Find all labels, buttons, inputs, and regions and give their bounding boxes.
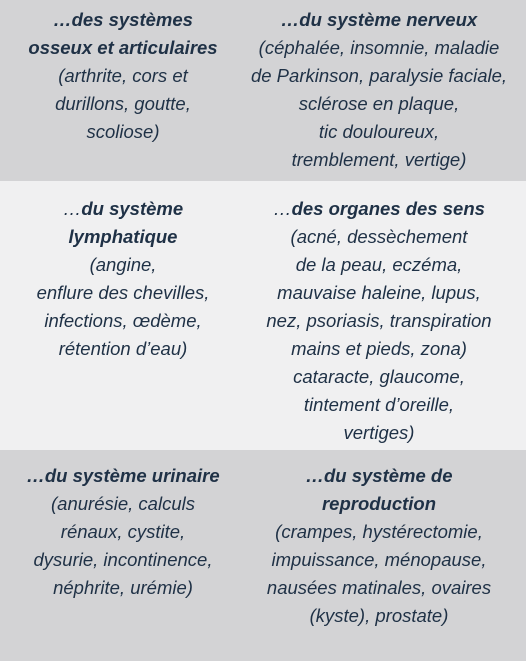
cell-nervous-system bbox=[236, 0, 526, 181]
cell-title-line: reproduction bbox=[321, 493, 437, 514]
cell-desc-line: impuissance, ménopause, bbox=[271, 549, 487, 570]
cell-title-line: …du système nerveux bbox=[280, 9, 478, 30]
cell-desc-line: nez, psoriasis, transpiration bbox=[266, 310, 492, 331]
table-row bbox=[0, 450, 526, 661]
cell-desc-line: durillons, goutte, bbox=[55, 93, 191, 114]
cell-skeletal-articular bbox=[0, 0, 236, 181]
cell-desc-line: (acné, dessèchement bbox=[290, 226, 468, 247]
cell-desc-line: (kyste), prostate) bbox=[309, 605, 449, 626]
table-row bbox=[0, 181, 526, 450]
cell-desc-line: scoliose) bbox=[86, 121, 160, 142]
cell-desc-line: de Parkinson, paralysie faciale, bbox=[250, 65, 508, 86]
title-ellipsis: … bbox=[273, 198, 292, 219]
cell-desc-line: sclérose en plaque, bbox=[298, 93, 460, 114]
cell-desc-line: nausées matinales, ovaires bbox=[266, 577, 492, 598]
cell-title-line: …du système de bbox=[305, 465, 453, 486]
cell-desc-line: infections, œdème, bbox=[44, 310, 202, 331]
cell-sense-organs bbox=[236, 181, 526, 450]
cell-urinary-system bbox=[0, 450, 236, 661]
cell-desc-line: rénaux, cystite, bbox=[60, 521, 186, 542]
table-row bbox=[0, 0, 526, 181]
cell-title-line: …des systèmes bbox=[53, 9, 193, 30]
cell-title-line: …du système urinaire bbox=[26, 465, 220, 486]
cell-lymphatic-system bbox=[0, 181, 236, 450]
cell-desc-line: rétention d’eau) bbox=[58, 338, 188, 359]
cell-title-line: osseux et articulaires bbox=[28, 37, 218, 58]
title-ellipsis: … bbox=[62, 198, 82, 219]
cell-desc-line: cataracte, glaucome, bbox=[293, 366, 465, 387]
cell-desc-line: enflure des chevilles, bbox=[36, 282, 210, 303]
cell-desc-line: mains et pieds, zona) bbox=[291, 338, 467, 359]
cell-desc-line: tintement d’oreille, bbox=[303, 394, 455, 415]
cell-title-line: lymphatique bbox=[68, 226, 178, 247]
cell-title-line bbox=[10, 195, 236, 223]
cell-desc-line: tic douloureux, bbox=[318, 121, 440, 142]
cell-desc-line: (arthrite, cors et bbox=[58, 65, 188, 86]
cell-desc-line: (céphalée, insomnie, maladie bbox=[258, 37, 500, 58]
cell-desc-line: néphrite, urémie) bbox=[53, 577, 193, 598]
cell-desc-line: vertiges) bbox=[343, 422, 415, 443]
cell-desc-line: dysurie, incontinence, bbox=[33, 549, 213, 570]
cell-desc-line: de la peau, eczéma, bbox=[295, 254, 463, 275]
title-text: des organes des sens bbox=[291, 198, 485, 219]
cell-desc-line: mauvaise haleine, lupus, bbox=[277, 282, 481, 303]
cell-desc-line: (crampes, hystérectomie, bbox=[275, 521, 483, 542]
cell-desc-line: (anurésie, calculs bbox=[51, 493, 195, 514]
title-text: du système bbox=[81, 198, 184, 219]
cell-title-line bbox=[236, 195, 522, 223]
cell-desc-line: (angine, bbox=[89, 254, 157, 275]
cell-desc-line: tremblement, vertige) bbox=[291, 149, 467, 170]
cell-reproductive-system bbox=[236, 450, 526, 661]
